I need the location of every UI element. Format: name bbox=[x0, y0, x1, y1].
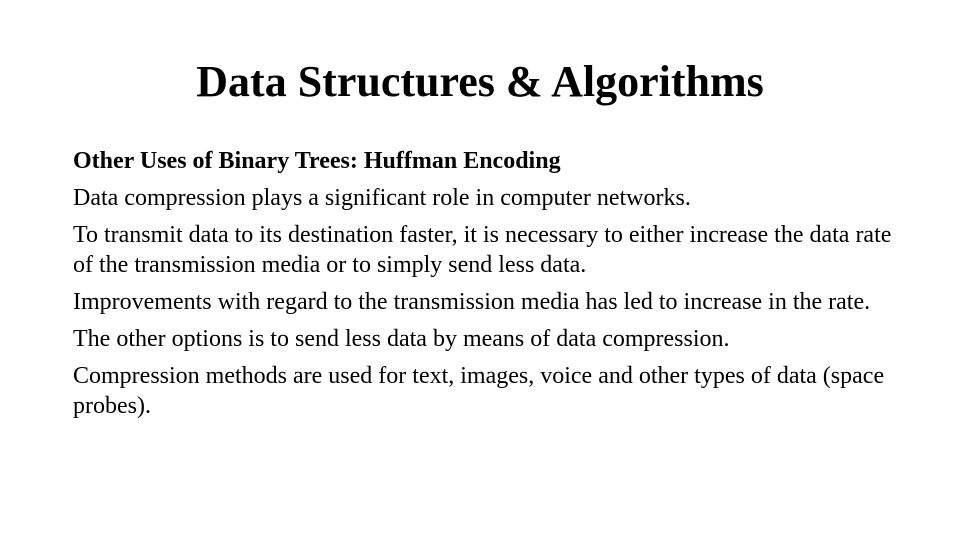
slide-title: Data Structures & Algorithms bbox=[196, 57, 764, 106]
paragraph-media-improvements: Improvements with regard to the transmission media has led to increase in the rate. bbox=[73, 289, 871, 315]
paragraph-send-less-data: The other options is to send less data by means of data compression. bbox=[73, 326, 730, 352]
slide-body bbox=[73, 146, 903, 428]
section-heading: Other Uses of Binary Trees: Huffman Encoding bbox=[73, 148, 561, 174]
paragraph-transmit-faster: To transmit data to its destination faster, it is necessary to either increase the data rate of the transmission media or to simply send less data. bbox=[73, 222, 892, 278]
paragraph-compression-methods: Compression methods are used for text, images, voice and other types of data (space probes). bbox=[73, 363, 885, 419]
paragraph-compression-role: Data compression plays a significant role in computer networks. bbox=[73, 185, 691, 211]
